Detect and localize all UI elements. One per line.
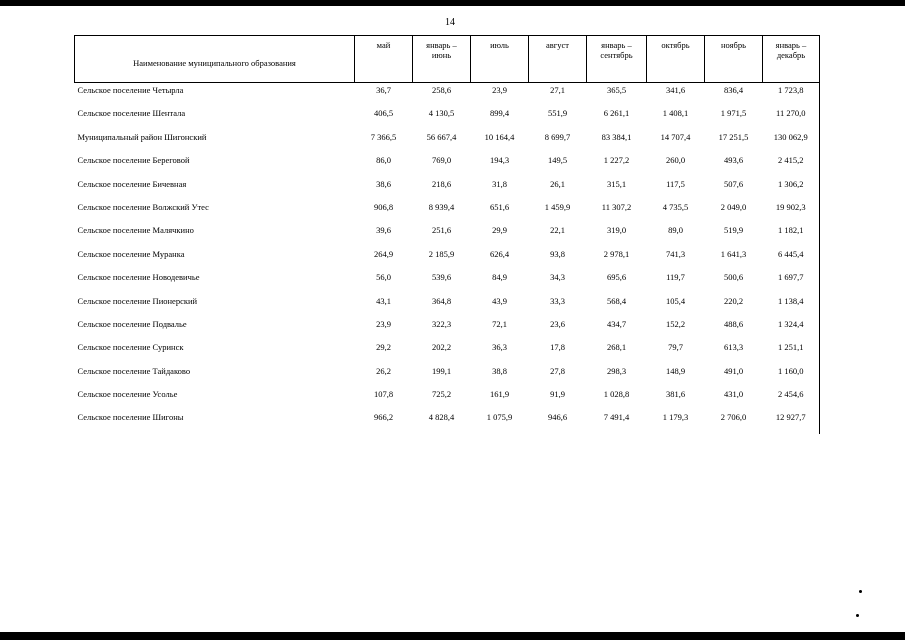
value-cell: 29,2: [376, 342, 391, 353]
value-cell: 10 164,4: [484, 131, 515, 142]
value-cell: 341,6: [665, 85, 686, 95]
value-cell: 741,3: [665, 248, 686, 259]
value-cell: 107,8: [373, 389, 394, 400]
value-cell: 31,8: [492, 178, 507, 189]
row-name-cell: Сельское поселение Подвалье: [77, 318, 187, 329]
value-cell: 83 384,1: [601, 131, 632, 142]
value-cell: 89,0: [668, 225, 683, 236]
value-cell: 43,1: [376, 295, 391, 306]
value-cell: 194,3: [489, 155, 510, 166]
row-name-cell: Сельское поселение Суринск: [77, 342, 184, 353]
header-label-line: сентябрь: [600, 50, 633, 61]
value-cell: 1 227,2: [603, 155, 630, 166]
value-cell: 258,6: [431, 85, 452, 95]
value-cell: 1 723,8: [763, 83, 820, 107]
header-month-column: [763, 36, 820, 83]
value-cell: 2 049,0: [720, 201, 747, 212]
value-cell: 568,4: [606, 295, 627, 306]
page-number: 14: [445, 17, 455, 28]
value-cell: 488,6: [723, 318, 744, 329]
value-cell: 725,2: [431, 389, 452, 400]
table-row: [75, 106, 820, 129]
value-cell: 695,6: [606, 272, 627, 283]
value-cell: 836,4: [723, 85, 744, 95]
value-cell: 899,4: [489, 108, 510, 119]
value-cell: 152,2: [665, 318, 686, 329]
value-cell: 519,9: [723, 225, 744, 236]
row-name-cell: Сельское поселение Усолье: [77, 389, 178, 400]
value-cell: 1 306,2: [763, 177, 820, 200]
row-name-cell: Сельское поселение Тайдаково: [77, 365, 191, 376]
value-cell: 105,4: [665, 295, 686, 306]
value-cell: 613,3: [723, 342, 744, 353]
value-cell: 319,0: [606, 225, 627, 236]
header-label-line: декабрь: [776, 50, 806, 61]
table-row: [75, 340, 820, 363]
value-cell: 1 160,0: [763, 364, 820, 387]
table-row: [75, 410, 820, 433]
value-cell: 12 927,7: [763, 410, 820, 433]
table-row: [75, 83, 820, 107]
value-cell: 161,9: [489, 389, 510, 400]
value-cell: 2 706,0: [720, 412, 747, 423]
table-row: [75, 294, 820, 317]
header-month-column: [705, 36, 763, 83]
table-header-row: [75, 36, 820, 83]
header-label-line: июнь: [431, 50, 452, 61]
row-name-cell: Сельское поселение Волжский Утес: [77, 201, 209, 212]
header-label-line: ноябрь: [721, 40, 746, 50]
value-cell: 381,6: [665, 389, 686, 400]
value-cell: 1 075,9: [486, 412, 513, 423]
value-cell: 315,1: [606, 178, 627, 189]
value-cell: 264,9: [373, 248, 394, 259]
value-cell: 93,8: [550, 248, 565, 259]
row-name-cell: Сельское поселение Новодевичье: [77, 272, 200, 283]
value-cell: 1 408,1: [662, 108, 689, 119]
value-cell: 84,9: [492, 272, 507, 283]
value-cell: 199,1: [431, 365, 452, 376]
table-row: [75, 177, 820, 200]
value-cell: 507,6: [723, 178, 744, 189]
scan-top-edge: [0, 0, 905, 6]
value-cell: 119,7: [666, 272, 685, 283]
value-cell: 14 707,4: [660, 131, 691, 142]
value-cell: 365,5: [606, 85, 627, 95]
value-cell: 38,6: [376, 178, 391, 189]
value-cell: 36,7: [376, 85, 391, 95]
value-cell: 1 971,5: [720, 108, 747, 119]
table-row: [75, 270, 820, 293]
table-row: [75, 317, 820, 340]
value-cell: 626,4: [489, 248, 510, 259]
row-name-cell: Сельское поселение Шигоны: [77, 412, 184, 423]
value-cell: 43,9: [492, 295, 507, 306]
value-cell: 149,5: [547, 155, 568, 166]
value-cell: 19 902,3: [763, 200, 820, 223]
value-cell: 406,5: [373, 108, 394, 119]
value-cell: 26,2: [376, 365, 391, 376]
value-cell: 364,8: [431, 295, 452, 306]
value-cell: 218,6: [431, 178, 452, 189]
value-cell: 493,6: [723, 155, 744, 166]
header-month-column: [529, 36, 587, 83]
value-cell: 27,8: [550, 365, 565, 376]
row-name-cell: Муниципальный район Шигонский: [77, 131, 207, 142]
value-cell: 946,6: [547, 412, 568, 423]
value-cell: 1 697,7: [763, 270, 820, 293]
value-cell: 491,0: [723, 365, 744, 376]
scan-bottom-edge: [0, 632, 905, 640]
value-cell: 29,9: [492, 225, 507, 236]
header-month-column: [413, 36, 471, 83]
value-cell: 966,2: [373, 412, 394, 423]
row-name-cell: Сельское поселение Муранка: [77, 248, 185, 259]
value-cell: 39,6: [376, 225, 391, 236]
header-label-line: июль: [490, 40, 509, 50]
value-cell: 72,1: [492, 318, 507, 329]
value-cell: 2 415,2: [763, 153, 820, 176]
header-label-line: октябрь: [661, 40, 690, 50]
row-name-cell: Сельское поселение Пионерский: [77, 295, 198, 306]
value-cell: 23,9: [492, 85, 507, 95]
value-cell: 11 307,2: [601, 201, 632, 212]
value-cell: 298,3: [606, 365, 627, 376]
value-cell: 86,0: [376, 155, 391, 166]
row-name-cell: Сельское поселение Малячкино: [77, 225, 194, 236]
header-month-column: [471, 36, 529, 83]
value-cell: 500,6: [723, 272, 744, 283]
value-cell: 2 185,9: [428, 248, 455, 259]
value-cell: 434,7: [606, 318, 627, 329]
value-cell: 22,1: [550, 225, 565, 236]
value-cell: 33,3: [550, 295, 565, 306]
value-cell: 202,2: [431, 342, 452, 353]
value-cell: 431,0: [723, 389, 744, 400]
value-cell: 7 366,5: [370, 131, 397, 142]
value-cell: 4 828,4: [428, 412, 455, 423]
header-name-column: Наименование муниципального образования: [75, 36, 355, 83]
value-cell: 91,9: [550, 389, 565, 400]
value-cell: 117,5: [666, 178, 685, 189]
value-cell: 36,3: [492, 342, 507, 353]
value-cell: 2 454,6: [763, 387, 820, 410]
value-cell: 651,6: [489, 201, 510, 212]
value-cell: 268,1: [606, 342, 627, 353]
value-cell: 539,6: [431, 272, 452, 283]
value-cell: 1 028,8: [603, 389, 630, 400]
value-cell: 4 735,5: [662, 201, 689, 212]
table-row: [75, 200, 820, 223]
value-cell: 56,0: [376, 272, 391, 283]
value-cell: 2 978,1: [603, 248, 630, 259]
value-cell: 148,9: [665, 365, 686, 376]
value-cell: 906,8: [373, 201, 394, 212]
header-label-line: январь –: [601, 40, 632, 50]
header-label-line: май: [376, 40, 391, 50]
value-cell: 8 699,7: [544, 131, 571, 142]
value-cell: 130 062,9: [763, 130, 820, 153]
value-cell: 322,3: [431, 318, 452, 329]
statistics-table: [74, 35, 820, 434]
value-cell: 79,7: [668, 342, 683, 353]
value-cell: 6 445,4: [763, 247, 820, 270]
value-cell: 34,3: [550, 272, 565, 283]
header-month-column: [587, 36, 647, 83]
value-cell: 1 251,1: [763, 340, 820, 363]
table-row: [75, 223, 820, 246]
table-row: [75, 364, 820, 387]
table-row: [75, 153, 820, 176]
value-cell: 260,0: [665, 155, 686, 166]
table-row: [75, 247, 820, 270]
value-cell: 1 324,4: [763, 317, 820, 340]
value-cell: 8 939,4: [428, 201, 455, 212]
value-cell: 26,1: [550, 178, 565, 189]
value-cell: 4 130,5: [428, 108, 455, 119]
header-month-column: [355, 36, 413, 83]
value-cell: 23,6: [550, 318, 565, 329]
value-cell: 1 182,1: [763, 223, 820, 246]
row-name-cell: Сельское поселение Шентала: [77, 108, 186, 119]
row-name-cell: Сельское поселение Четырла: [77, 85, 184, 95]
value-cell: 1 179,3: [662, 412, 689, 423]
value-cell: 7 491,4: [603, 412, 630, 423]
value-cell: 1 138,4: [763, 294, 820, 317]
value-cell: 220,2: [723, 295, 744, 306]
value-cell: 56 667,4: [426, 131, 457, 142]
value-cell: 1 641,3: [720, 248, 747, 259]
header-label-line: январь –: [426, 40, 457, 50]
scan-speck: [856, 614, 859, 617]
value-cell: 551,9: [547, 108, 568, 119]
header-label-line: август: [545, 40, 569, 50]
value-cell: 23,9: [376, 318, 391, 329]
value-cell: 1 459,9: [544, 201, 571, 212]
value-cell: 27,1: [550, 85, 565, 95]
header-month-column: [647, 36, 705, 83]
value-cell: 6 261,1: [603, 108, 630, 119]
value-cell: 251,6: [431, 225, 452, 236]
row-name-cell: Сельское поселение Береговой: [77, 155, 190, 166]
row-name-cell: Сельское поселение Бичевная: [77, 178, 187, 189]
value-cell: 38,8: [492, 365, 507, 376]
table-row: [75, 387, 820, 410]
table-row: [75, 130, 820, 153]
value-cell: 17,8: [550, 342, 565, 353]
value-cell: 17 251,5: [718, 131, 749, 142]
header-label-line: январь –: [775, 40, 807, 50]
value-cell: 11 270,0: [763, 106, 820, 129]
value-cell: 769,0: [431, 155, 452, 166]
scan-speck: [859, 590, 862, 593]
